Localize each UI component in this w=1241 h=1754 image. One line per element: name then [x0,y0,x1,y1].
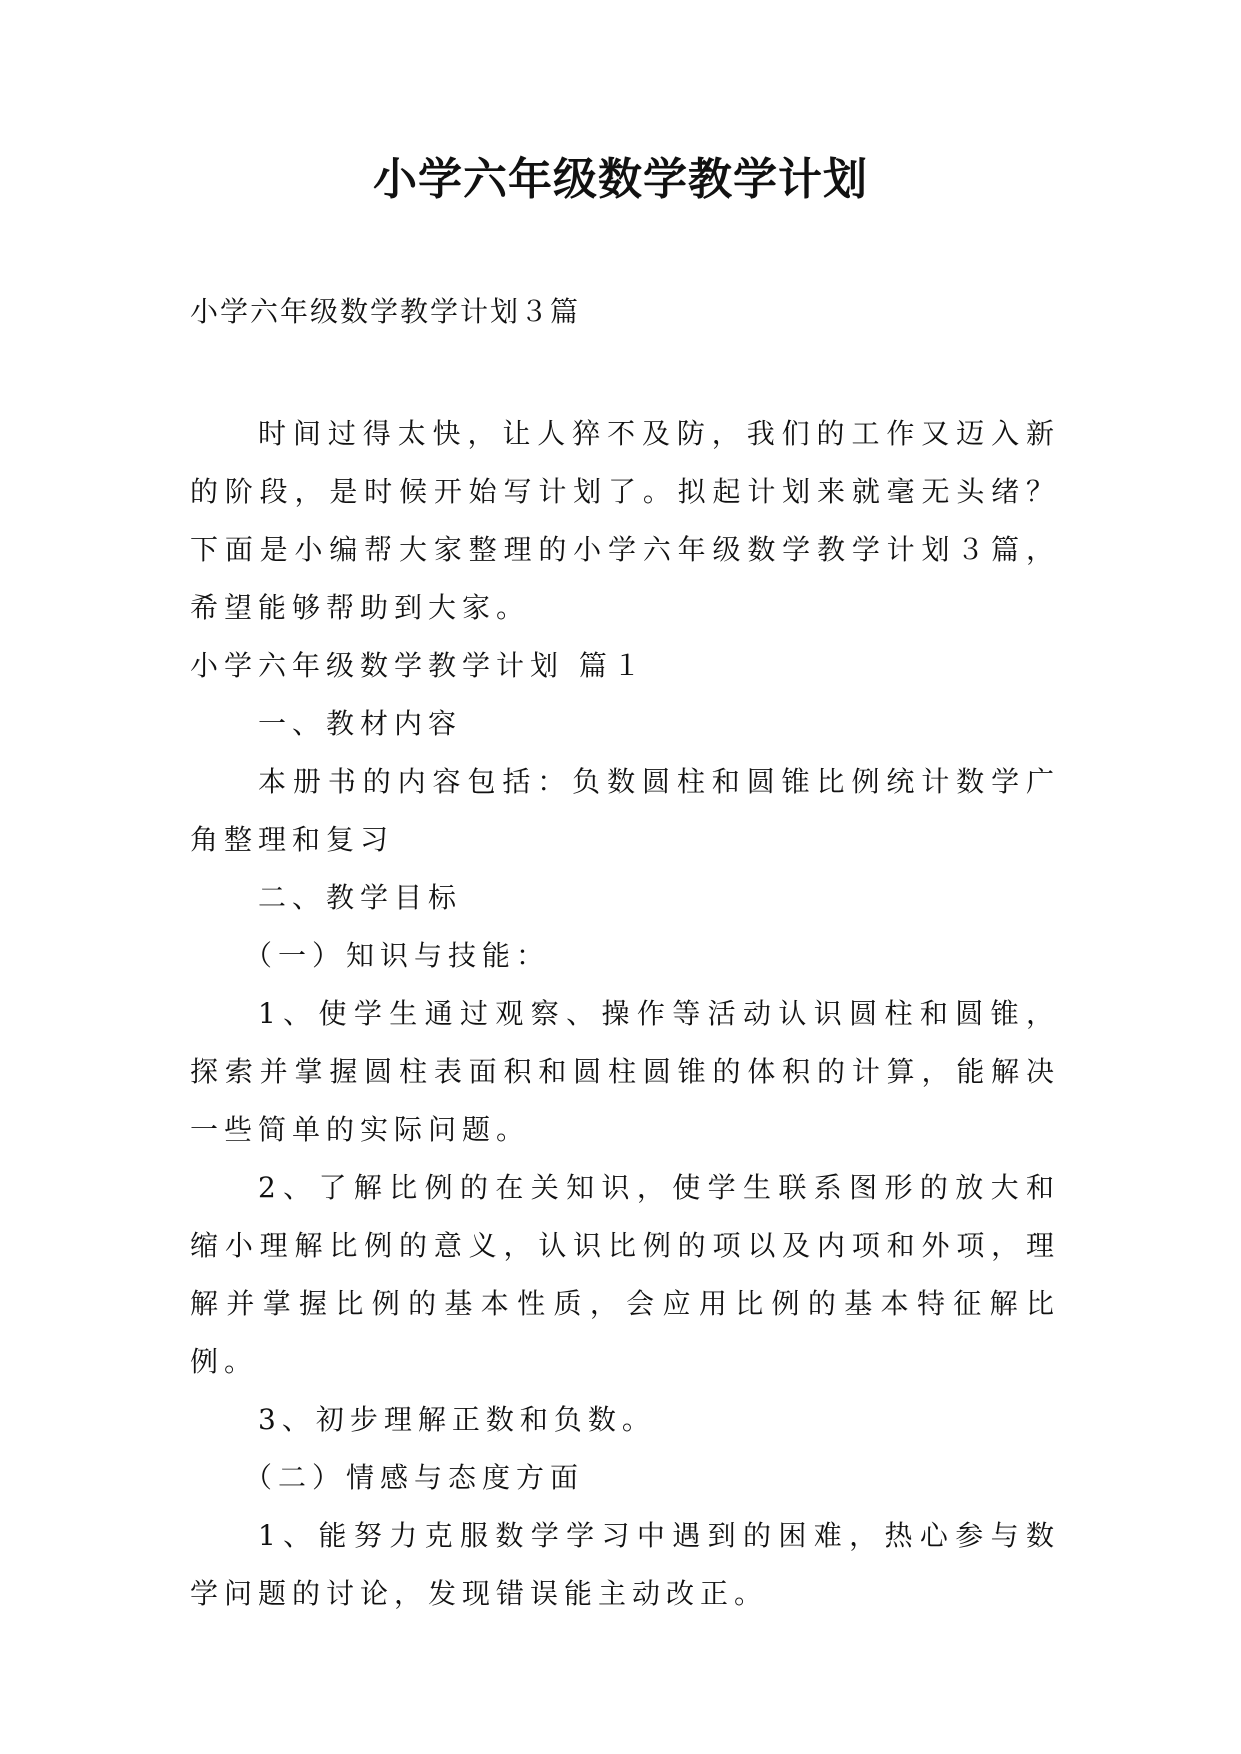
subsection-heading-knowledge: （一）知识与技能： [244,939,551,972]
section-heading-goals: 二、教学目标 [258,881,463,914]
section-heading: 小学六年级数学教学计划 篇１ [190,649,647,682]
subsection-heading-emotion: （二）情感与态度方面 [244,1461,585,1494]
materials-paragraph: 本册书的内容包括：负数圆柱和圆锥比例统计数学广角整理和复习 [190,765,1060,856]
goal-paragraph-2: 2、了解比例的在关知识，使学生联系图形的放大和缩小理解比例的意义，认识比例的项以及内项和外项，理解并掌握比例的基本性质，会应用比例的基本特征解比例。 [190,1171,1060,1378]
goal-paragraph-1: 1、使学生通过观察、操作等活动认识圆柱和圆锥，探索并掌握圆柱表面积和圆柱圆锥的体积的计算，能解决一些简单的实际问题。 [190,997,1060,1146]
document-subtitle: 小学六年级数学教学计划３篇 [190,295,581,328]
section-heading-materials: 一、教材内容 [258,707,463,740]
intro-paragraph: 时间过得太快，让人猝不及防，我们的工作又迈入新的阶段，是时候开始写计划了。拟起计划来就毫无头绪？下面是小编帮大家整理的小学六年级数学教学计划３篇，希望能够帮助到大家。 [190,417,1060,624]
document-body [190,405,1060,1623]
document-title: 小学六年级数学教学计划 [373,154,868,205]
emotion-paragraph-1: 1、能努力克服数学学习中遇到的困难，热心参与数学问题的讨论，发现错误能主动改正。 [190,1519,1060,1610]
goal-paragraph-3: 3、初步理解正数和负数。 [258,1403,656,1436]
